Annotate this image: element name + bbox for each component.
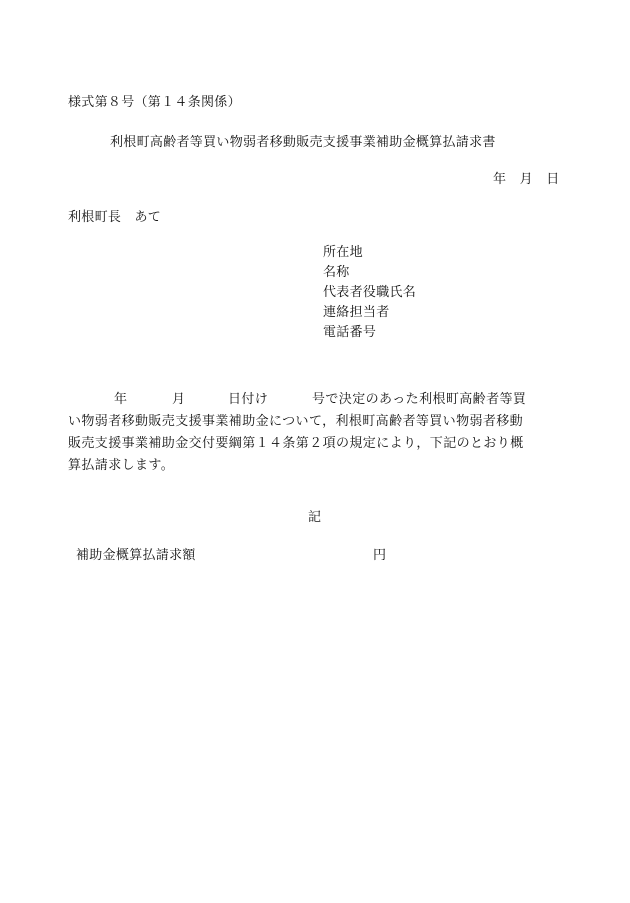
addressee: 利根町長 あて: [68, 210, 162, 225]
applicant-phone-label: 電話番号: [323, 325, 377, 340]
body-line-2: い物弱者移動販売支援事業補助金について，利根町高齢者等買い物弱者移動: [68, 414, 524, 429]
applicant-contact-label: 連絡担当者: [323, 305, 390, 320]
applicant-location-label: 所在地: [323, 245, 363, 260]
amount-label: 補助金概算払請求額: [76, 548, 196, 563]
body-dated: 日付け: [228, 392, 269, 407]
date-line: 年 月 日: [493, 172, 560, 187]
form-number: 様式第８号（第１４条関係）: [68, 95, 241, 110]
ki-heading: 記: [308, 510, 322, 525]
body-year: 年: [114, 392, 128, 407]
applicant-name-label: 名称: [323, 265, 350, 280]
body-line-3: 販売支援事業補助金交付要綱第１４条第２項の規定により，下記のとおり概: [68, 436, 524, 451]
document-title: 利根町高齢者等買い物弱者移動販売支援事業補助金概算払請求書: [110, 135, 496, 150]
body-line-1-rest: 号で決定のあった利根町高齢者等買: [312, 392, 527, 407]
body-line-4: 算払請求します。: [68, 458, 175, 473]
amount-unit: 円: [373, 548, 387, 563]
body-month: 月: [172, 392, 186, 407]
applicant-representative-label: 代表者役職氏名: [323, 285, 417, 300]
